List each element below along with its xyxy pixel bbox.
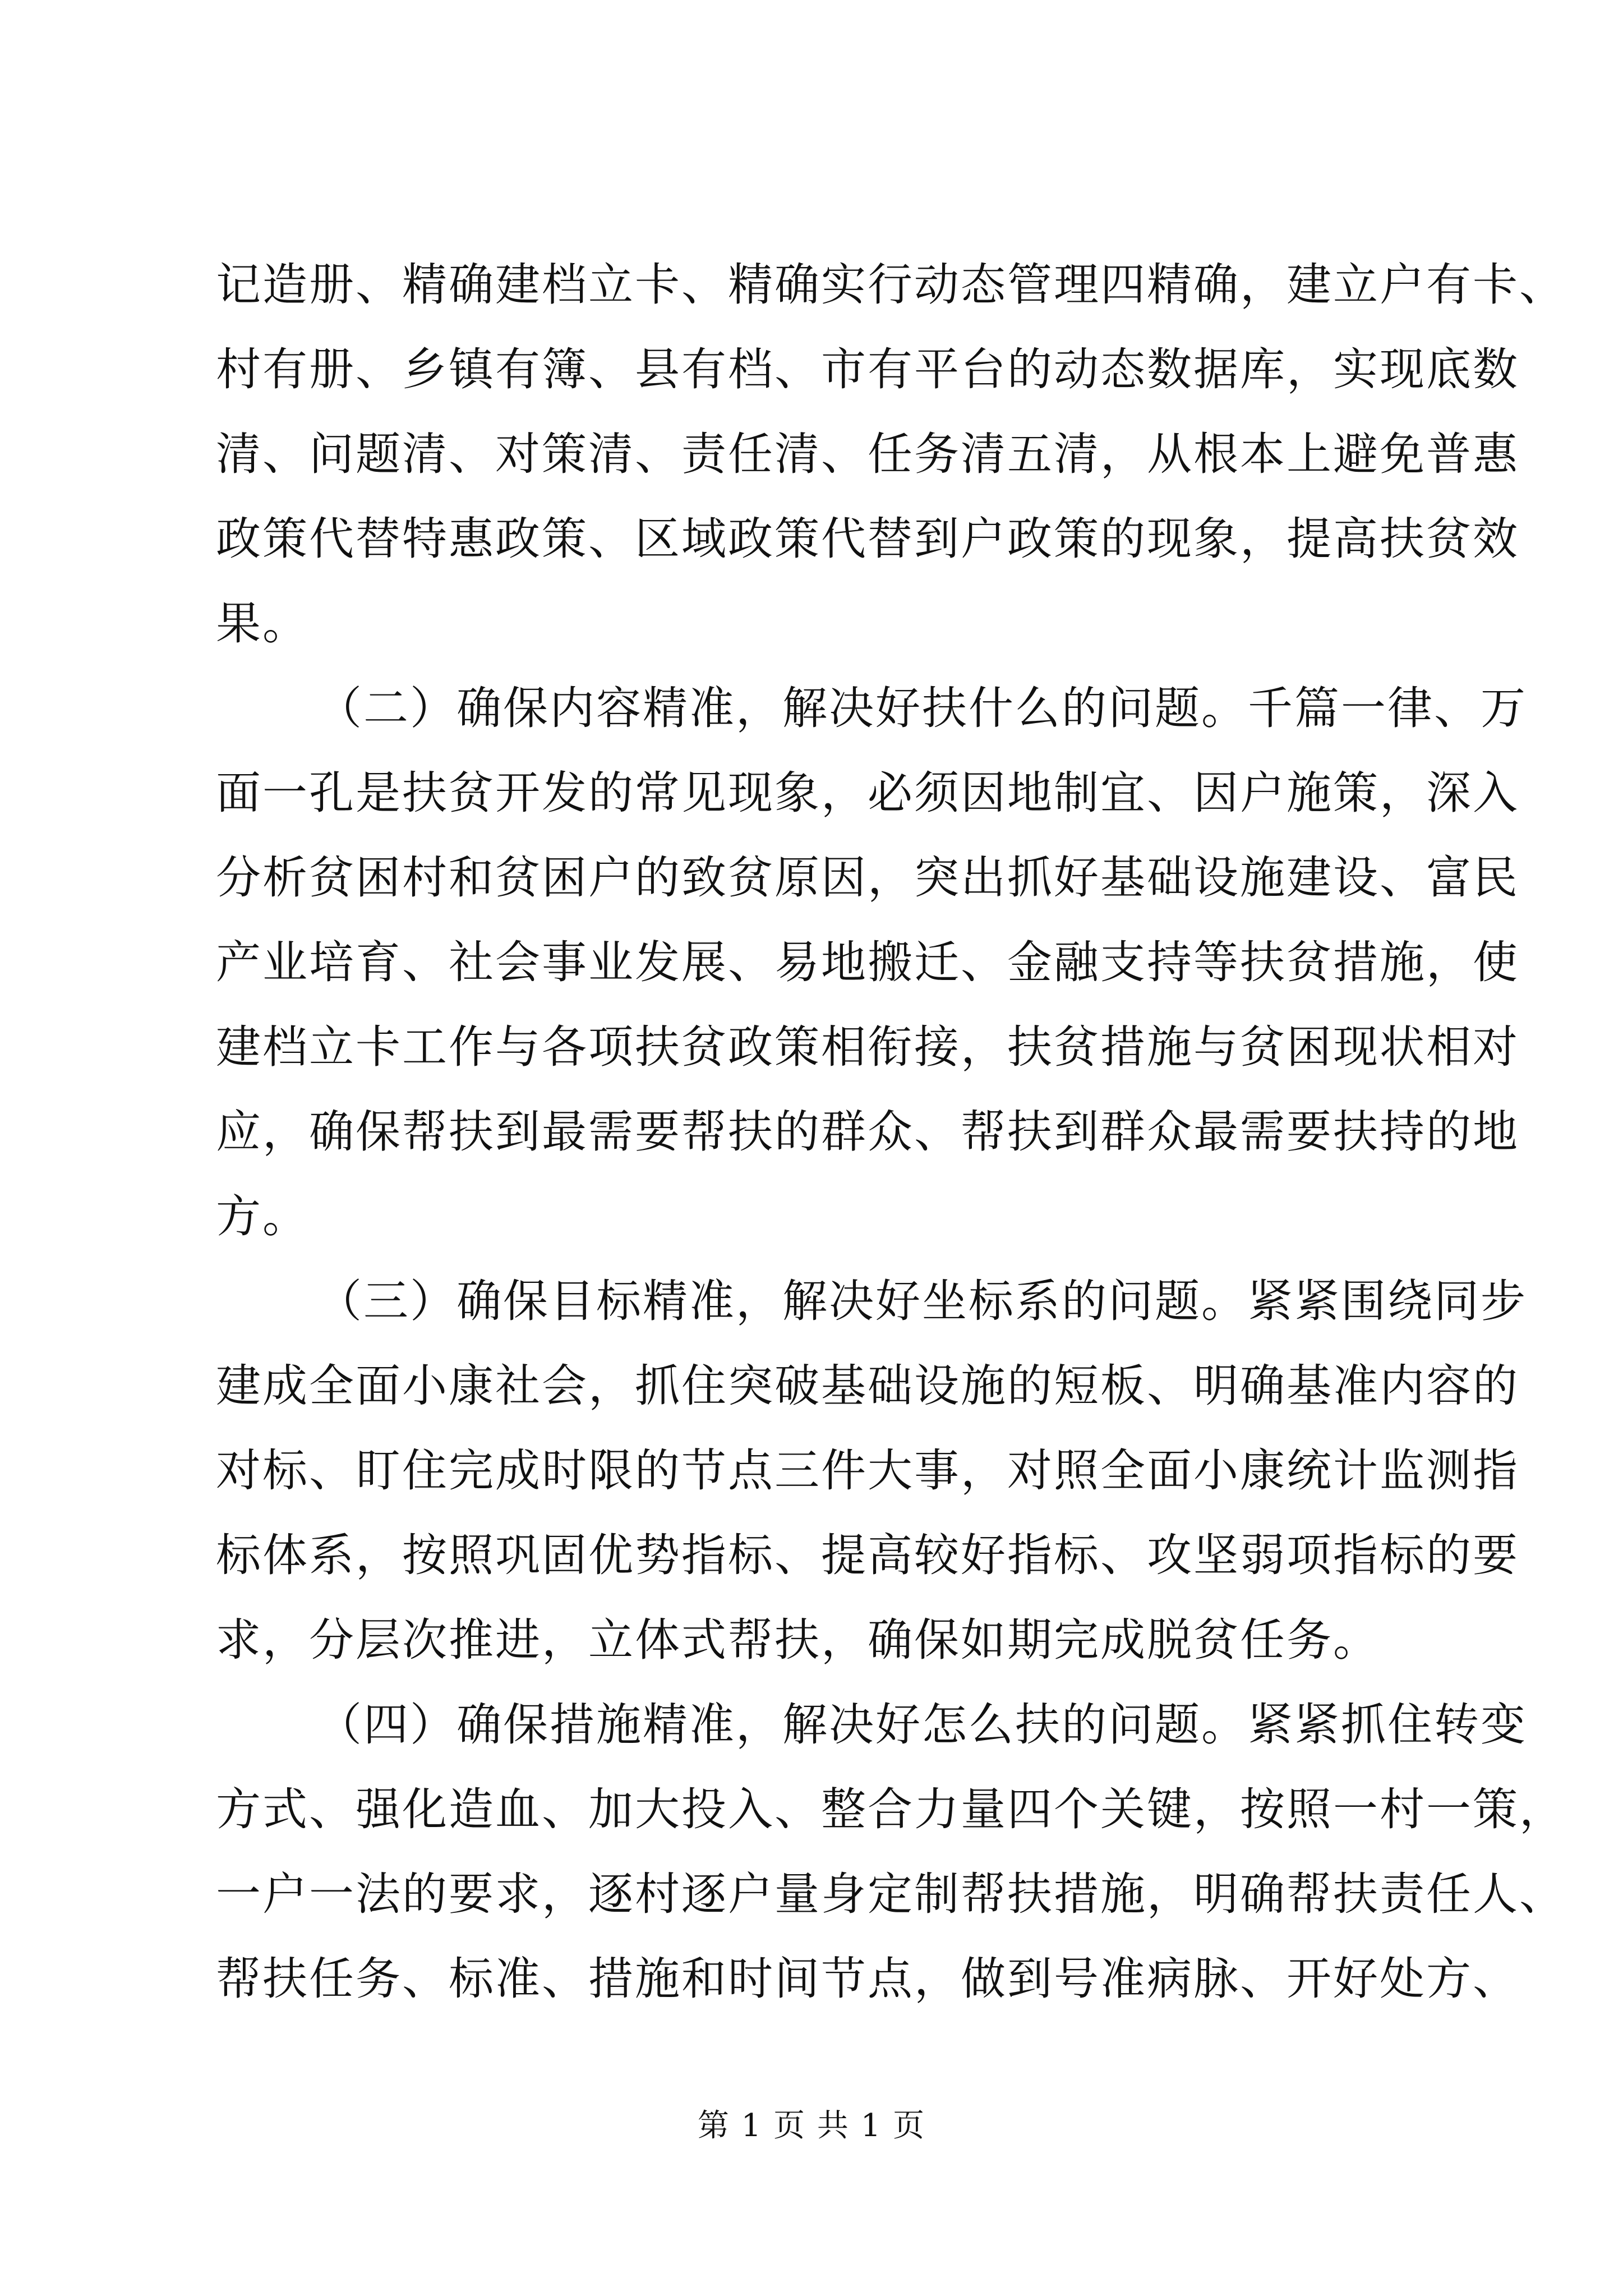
text-line: 清、问题清、对策清、责任清、任务清五清，从根本上避免普惠 xyxy=(216,428,1519,480)
text-line: 果。 xyxy=(216,597,309,650)
text-line-first: （三）确保目标精准，解决好坐标系的问题。紧紧围绕同步 xyxy=(317,1275,1527,1327)
text-line: 记造册、精确建档立卡、精确实行动态管理四精确，建立户有卡、 xyxy=(216,259,1566,311)
text-line: 建成全面小康社会，抓住突破基础设施的短板、明确基准内容的 xyxy=(216,1360,1519,1412)
text-line: 产业培育、社会事业发展、易地搬迁、金融支持等扶贫措施，使 xyxy=(216,936,1519,988)
paragraph-content-precision xyxy=(216,666,1527,1259)
text-line: 帮扶任务、标准、措施和时间节点，做到号准病脉、开好处方、 xyxy=(216,1953,1519,2005)
text-line: 分析贫困村和贫困户的致贫原因，突出抓好基础设施建设、富民 xyxy=(216,852,1519,904)
text-line: 对标、盯住完成时限的节点三件大事，对照全面小康统计监测指 xyxy=(216,1444,1519,1497)
text-line: 标体系，按照巩固优势指标、提高较好指标、攻坚弱项指标的要 xyxy=(216,1529,1519,1581)
document-body xyxy=(216,242,1566,2021)
text-line: 政策代替特惠政策、区域政策代替到户政策的现象，提高扶贫效 xyxy=(216,513,1519,565)
text-line: 村有册、乡镇有簿、县有档、市有平台的动态数据库，实现底数 xyxy=(216,343,1519,395)
text-line-first: （二）确保内容精准，解决好扶什么的问题。千篇一律、万 xyxy=(317,682,1527,734)
text-line: 一户一法的要求，逐村逐户量身定制帮扶措施，明确帮扶责任人、 xyxy=(216,1868,1566,1920)
text-line: 面一孔是扶贫开发的常见现象，必须因地制宜、因户施策，深入 xyxy=(216,767,1519,819)
text-line-first: （四）确保措施精准，解决好怎么扶的问题。紧紧抓住转变 xyxy=(317,1699,1527,1751)
text-line: 应，确保帮扶到最需要帮扶的群众、帮扶到群众最需要扶持的地 xyxy=(216,1106,1519,1158)
text-line: 方。 xyxy=(216,1190,309,1243)
page-number-footer: 第 1 页 共 1 页 xyxy=(697,2108,926,2144)
text-line: 建档立卡工作与各项扶贫政策相衔接，扶贫措施与贫困现状相对 xyxy=(216,1021,1519,1073)
paragraph-measure-precision xyxy=(216,1682,1566,2021)
text-line: 方式、强化造血、加大投入、整合力量四个关键，按照一村一策， xyxy=(216,1783,1566,1835)
paragraph-continuation xyxy=(216,242,1566,666)
paragraph-target-precision xyxy=(216,1259,1527,1682)
text-line: 求，分层次推进，立体式帮扶，确保如期完成脱贫任务。 xyxy=(216,1614,1380,1666)
